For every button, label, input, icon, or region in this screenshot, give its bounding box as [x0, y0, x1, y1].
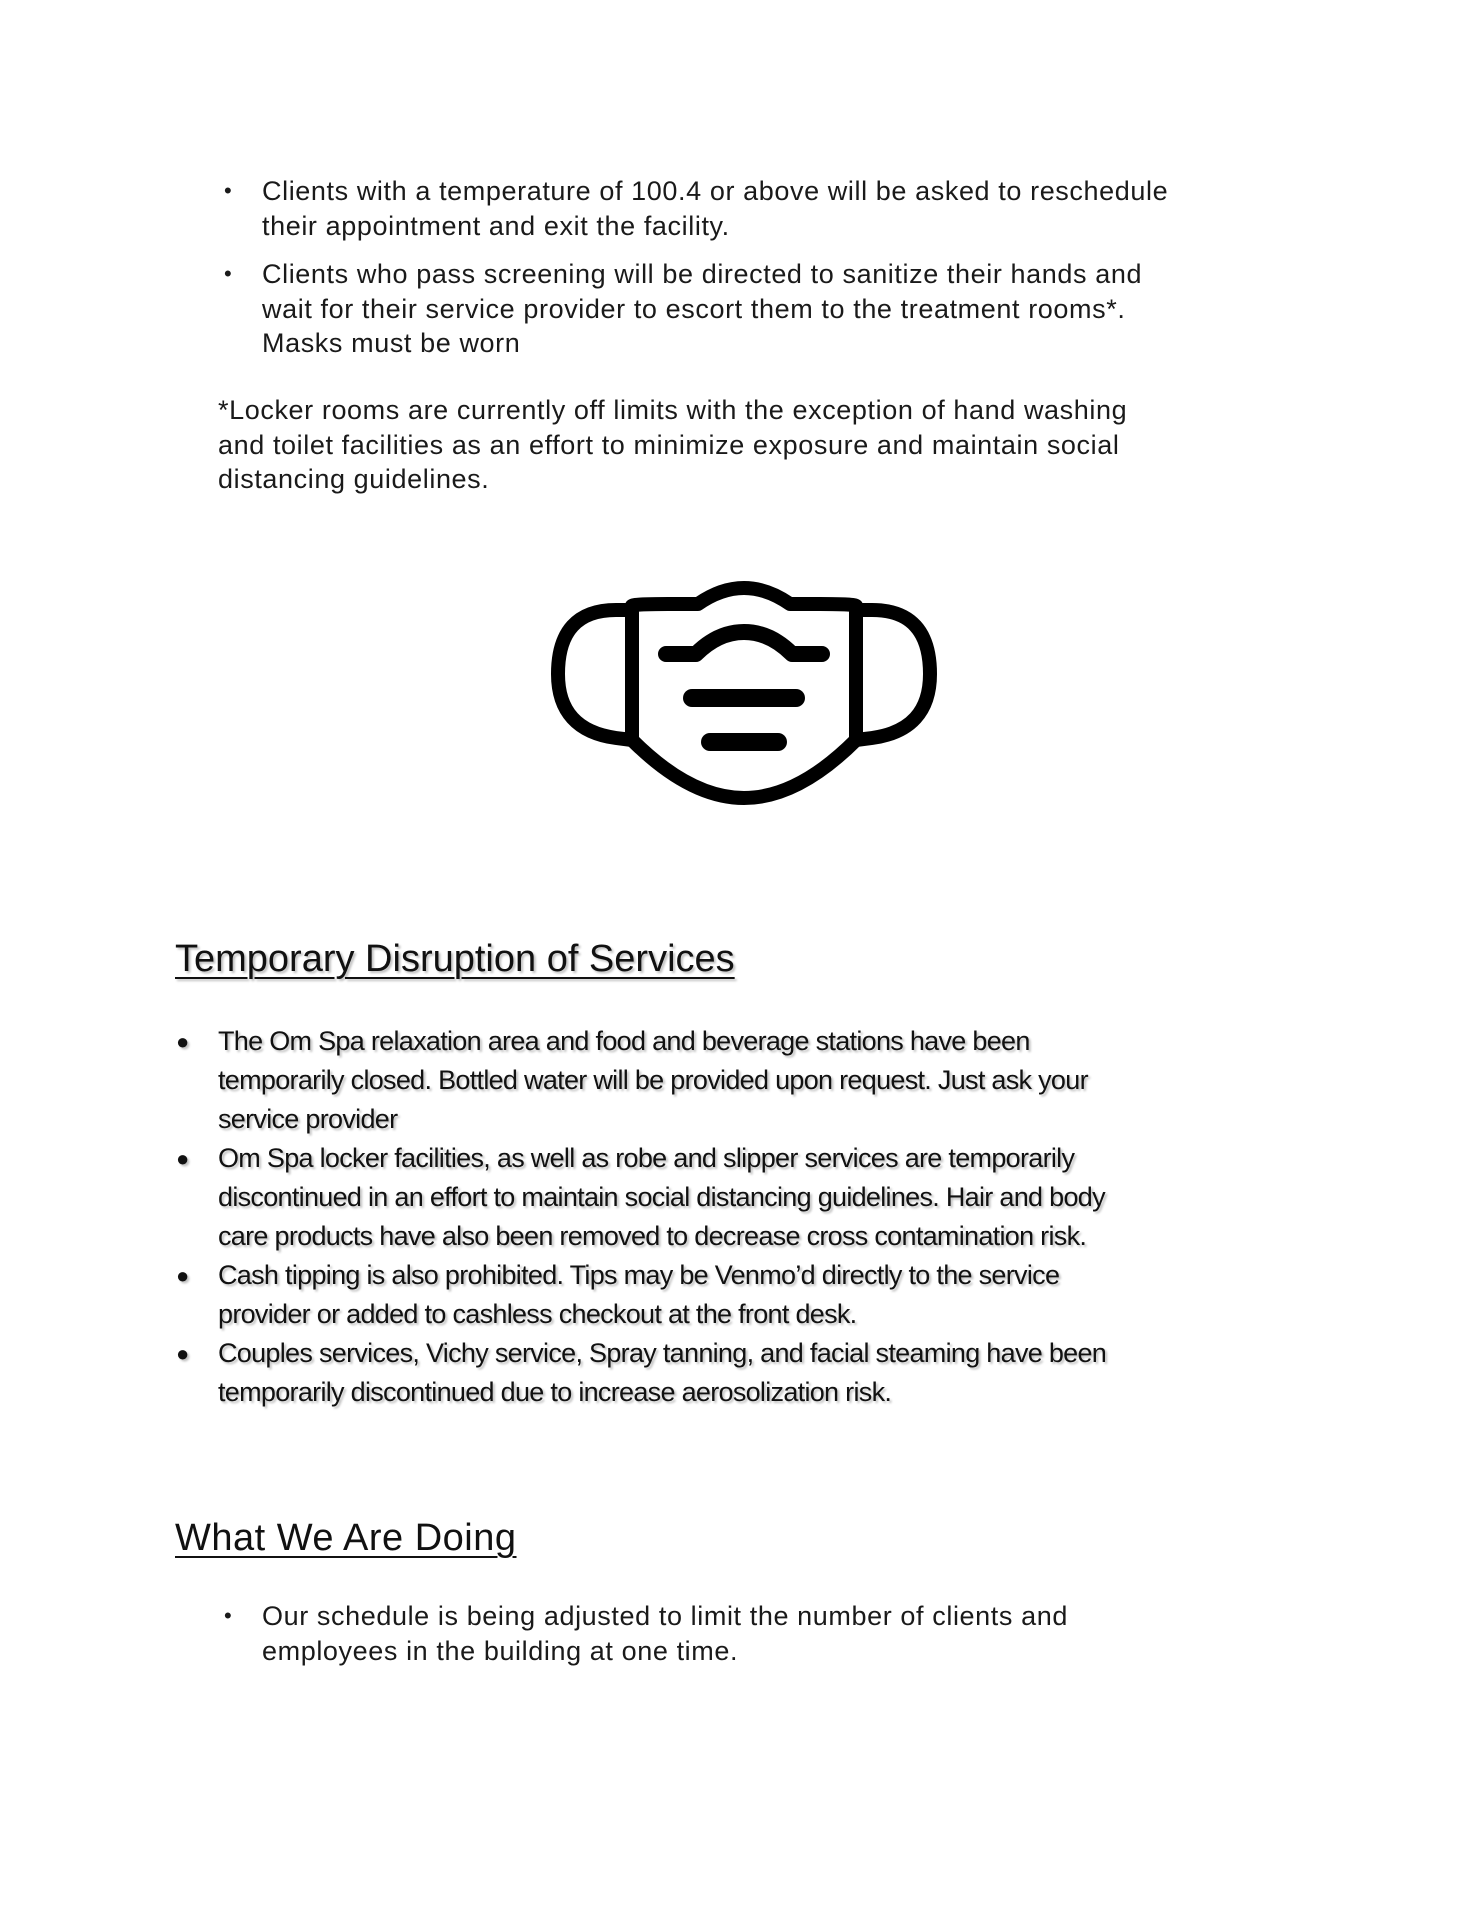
bullet-text-line: Clients with a temperature of 100.4 or above will be asked to reschedule	[262, 176, 1169, 206]
bullet-text-line: employees in the building at one time.	[262, 1635, 739, 1666]
bullet-text-line: wait for their service provider to escort them to the treatment rooms*.	[262, 293, 1126, 324]
bullet-text-line: service provider	[218, 1104, 398, 1134]
bullet-text-line: Clients who pass screening will be directed to sanitize their hands and	[262, 259, 1143, 289]
bullet-text-line: Masks must be worn	[262, 328, 521, 358]
bullet-text-line: Couples services, Vichy service, Spray tanning, and facial steaming have been	[218, 1338, 1107, 1368]
bullet-dot: ●	[176, 1263, 189, 1288]
bullet-text-line: their appointment and exit the facility.	[262, 210, 730, 241]
footnote-line: and toilet facilities as an effort to minimize exposure and maintain social	[218, 429, 1120, 460]
section-heading: What We Are Doing	[175, 1517, 517, 1559]
bullet-dot: ●	[176, 1029, 189, 1054]
bullet-text-line: Om Spa locker facilities, as well as robe and slipper services are temporarily	[218, 1143, 1075, 1173]
bullet-text-line: temporarily closed. Bottled water will be provided upon request. Just ask your	[218, 1065, 1088, 1095]
bullet-dot: •	[224, 1603, 233, 1628]
bullet-text-line: provider or added to cashless checkout at the front desk.	[218, 1299, 857, 1329]
bullet-text-line: temporarily discontinued due to increase aerosolization risk.	[218, 1377, 892, 1407]
section-heading: Temporary Disruption of Services	[175, 938, 735, 980]
bullet-dot: •	[224, 178, 233, 203]
footnote-line: *Locker rooms are currently off limits with the exception of hand washing	[218, 395, 1128, 425]
bullet-text-line: Our schedule is being adjusted to limit the number of clients and	[262, 1601, 1068, 1631]
bullet-dot: •	[224, 261, 233, 286]
face-mask-icon	[548, 570, 940, 810]
bullet-text-line: The Om Spa relaxation area and food and beverage stations have been	[218, 1026, 1030, 1056]
footnote	[218, 393, 1127, 497]
bullet-dot: ●	[176, 1341, 189, 1366]
bullet-text-line: Cash tipping is also prohibited. Tips may be Venmo’d directly to the service	[218, 1260, 1060, 1290]
bullet-text-line: discontinued in an effort to maintain social distancing guidelines. Hair and body	[218, 1182, 1105, 1212]
bullet-dot: ●	[176, 1146, 189, 1171]
footnote-line: distancing guidelines.	[218, 464, 490, 494]
bullet-text-line: care products have also been removed to decrease cross contamination risk.	[218, 1221, 1087, 1251]
